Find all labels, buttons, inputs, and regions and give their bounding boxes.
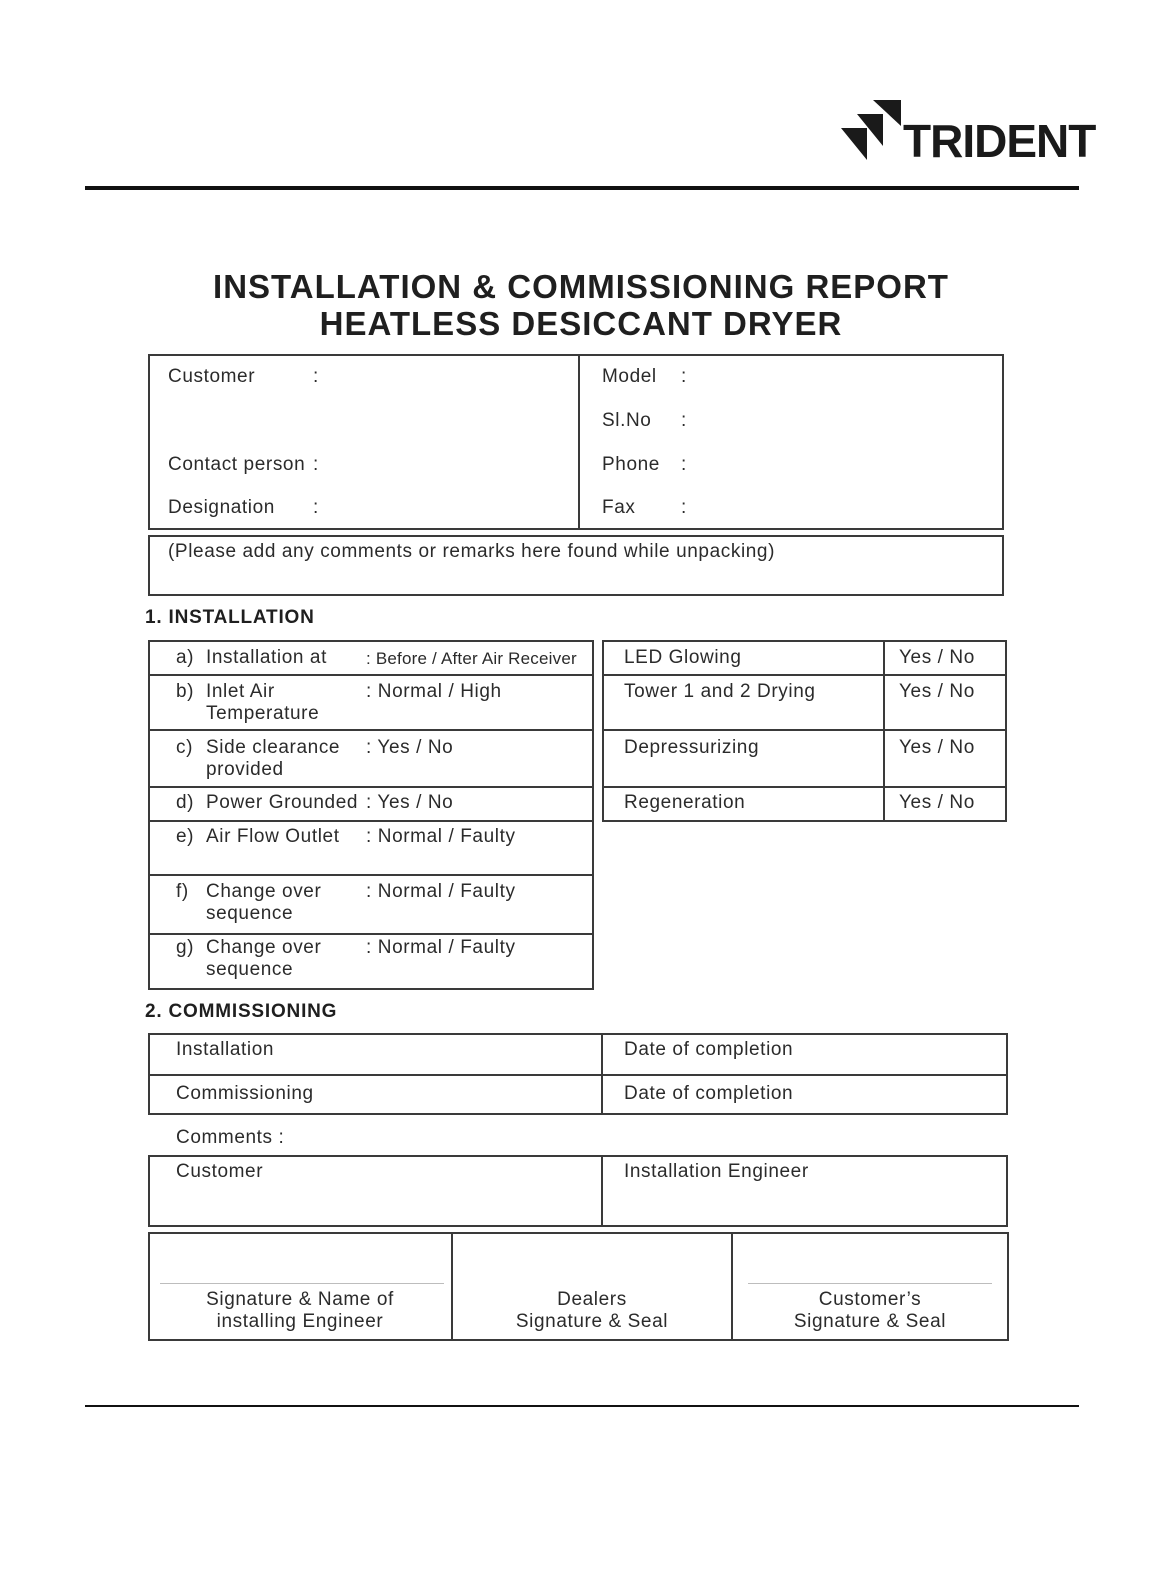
customer-info-divider (578, 354, 580, 530)
engineer-signature-label: Signature & Name of (206, 1289, 394, 1310)
dealer-signature-label-2: Signature & Seal (515, 1311, 669, 1332)
customer-signature-line[interactable] (748, 1283, 992, 1284)
customer-comment-label: Customer (176, 1161, 264, 1182)
led-glowing-value[interactable]: Yes / No (899, 647, 975, 668)
row-divider (148, 820, 594, 822)
power-grounded-label: Power Grounded (206, 792, 359, 813)
report-title: INSTALLATION & COMMISSIONING REPORT (213, 268, 949, 305)
regeneration-value[interactable]: Yes / No (899, 792, 975, 813)
colon: : (313, 454, 319, 475)
phone-label: Phone (602, 454, 660, 475)
inlet-air-value[interactable]: : Normal / High (366, 681, 502, 702)
colon: : (681, 497, 687, 518)
designation-label: Designation (168, 497, 275, 518)
engineer-signature-line[interactable] (160, 1283, 444, 1284)
depressurizing-label: Depressurizing (624, 737, 760, 758)
report-subtitle: HEATLESS DESICCANT DRYER (319, 305, 843, 342)
change-over-value[interactable]: : Normal / Faulty (366, 881, 516, 902)
contact-person-label: Contact person (168, 454, 306, 475)
row-divider (148, 933, 594, 935)
change-over-label: Change over (206, 937, 322, 958)
installation-date-label[interactable]: Date of completion (624, 1039, 794, 1060)
item-key: f) (176, 881, 189, 902)
tower-drying-label: Tower 1 and 2 Drying (624, 681, 816, 702)
depressurizing-value[interactable]: Yes / No (899, 737, 975, 758)
comments-box[interactable] (148, 1155, 1008, 1227)
customer-signature-label-2: Signature & Seal (793, 1311, 947, 1332)
row-divider (148, 786, 594, 788)
fax-label: Fax (602, 497, 636, 518)
dealer-signature-label: Dealers (557, 1289, 627, 1310)
header-rule (85, 186, 1079, 190)
colon: : (313, 366, 319, 387)
item-key: e) (176, 826, 195, 847)
regeneration-label: Regeneration (624, 792, 746, 813)
customer-info-box (148, 354, 1004, 530)
change-over-label-2: sequence (206, 903, 294, 924)
colon: : (681, 454, 687, 475)
commissioning-heading: 2. COMMISSIONING (145, 1001, 338, 1022)
item-key: a) (176, 647, 195, 668)
installation-at-label: Installation at (206, 647, 327, 668)
air-flow-outlet-label: Air Flow Outlet (206, 826, 340, 847)
colon: : (681, 366, 687, 387)
change-over-label-2: sequence (206, 959, 294, 980)
installation-row-label: Installation (176, 1039, 275, 1060)
sl-no-label: Sl.No (602, 410, 652, 431)
colon: : (313, 497, 319, 518)
change-over-value[interactable]: : Normal / Faulty (366, 937, 516, 958)
footer-rule (85, 1405, 1079, 1407)
column-divider (601, 1155, 603, 1227)
brand-name: TRIDENT (903, 115, 1096, 167)
tower-drying-value[interactable]: Yes / No (899, 681, 975, 702)
row-divider (602, 786, 1007, 788)
installation-heading: 1. INSTALLATION (145, 607, 315, 628)
customer-signature-label: Customer’s (818, 1289, 922, 1310)
change-over-label: Change over (206, 881, 322, 902)
trident-logo-mark (841, 100, 907, 166)
power-grounded-value[interactable]: : Yes / No (366, 792, 454, 813)
item-key: g) (176, 937, 195, 958)
side-clearance-label: Side clearance (206, 737, 341, 758)
row-divider (602, 674, 1007, 676)
commissioning-row-label: Commissioning (176, 1083, 314, 1104)
engineer-comment-label: Installation Engineer (624, 1161, 809, 1182)
item-key: c) (176, 737, 194, 758)
row-divider (148, 1074, 1008, 1076)
trident-logo (841, 100, 1096, 167)
column-divider (883, 640, 885, 822)
commissioning-date-label[interactable]: Date of completion (624, 1083, 794, 1104)
air-flow-outlet-value[interactable]: : Normal / Faulty (366, 826, 516, 847)
customer-label: Customer (168, 366, 256, 387)
remarks-hint: (Please add any comments or remarks here found while unpacking) (168, 541, 776, 562)
inlet-air-label-2: Temperature (206, 703, 320, 724)
led-glowing-label: LED Glowing (624, 647, 742, 668)
item-key: d) (176, 792, 195, 813)
model-label: Model (602, 366, 657, 387)
side-clearance-label-2: provided (206, 759, 284, 780)
row-divider (602, 729, 1007, 731)
inlet-air-label: Inlet Air (206, 681, 275, 702)
colon: : (681, 410, 687, 431)
side-clearance-value[interactable]: : Yes / No (366, 737, 454, 758)
row-divider (148, 874, 594, 876)
row-divider (148, 729, 594, 731)
engineer-signature-label-2: installing Engineer (216, 1311, 384, 1332)
item-key: b) (176, 681, 195, 702)
installation-at-value[interactable]: : Before / After Air Receiver (366, 649, 577, 668)
comments-label: Comments : (176, 1127, 285, 1148)
row-divider (148, 674, 594, 676)
